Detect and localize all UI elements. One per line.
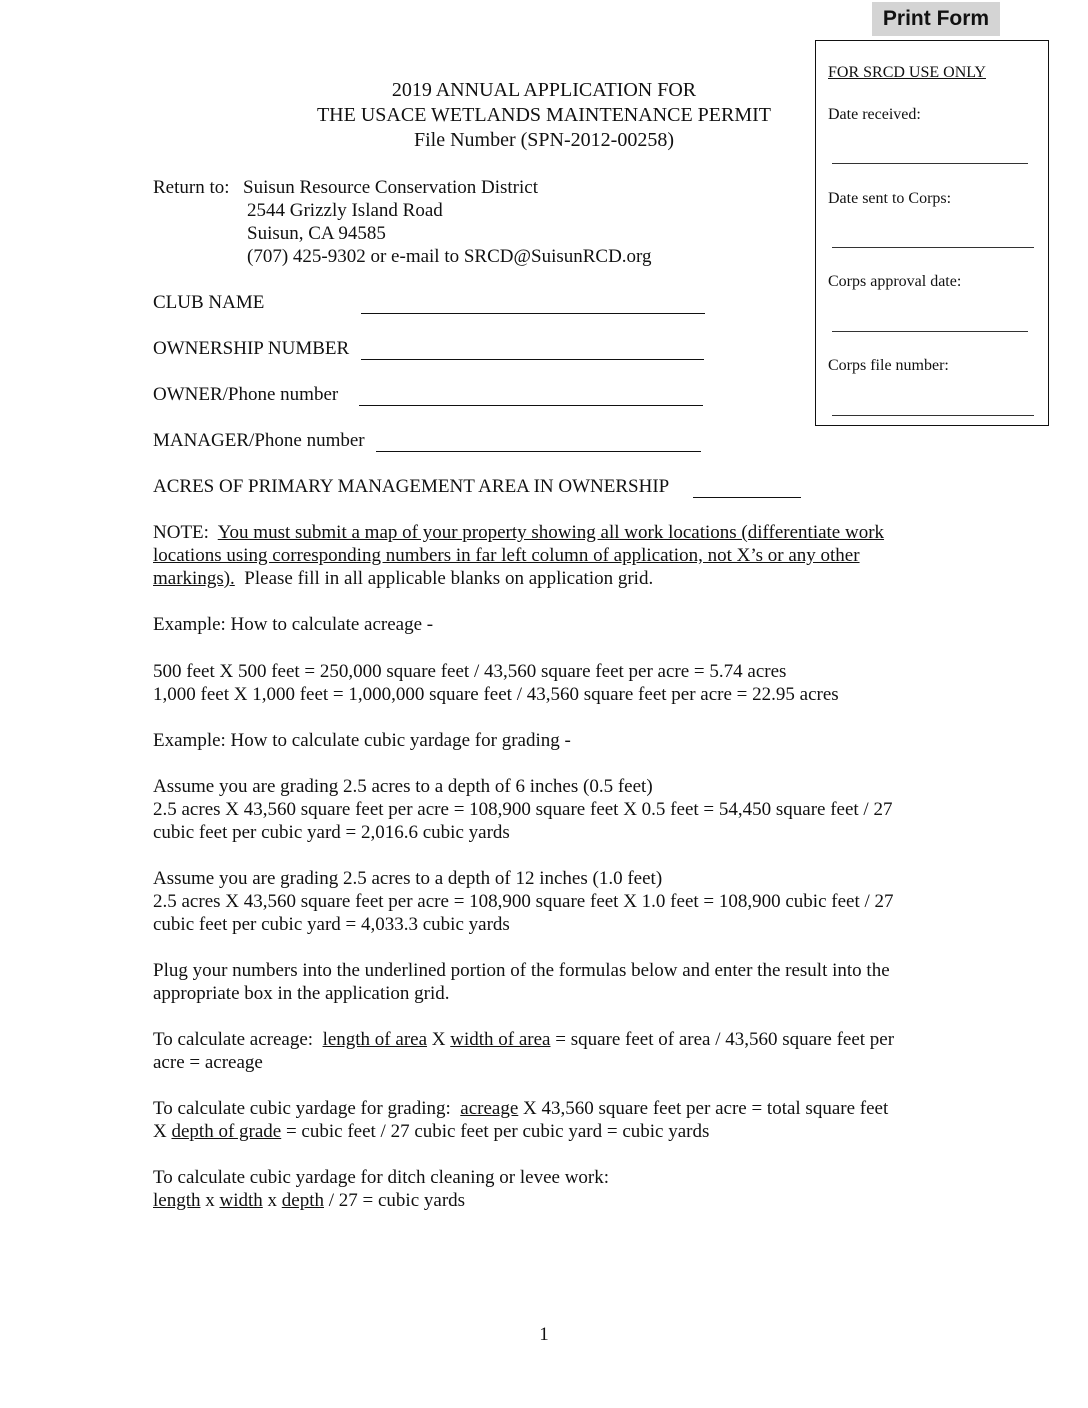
formula-ditch-length: length <box>153 1190 201 1211</box>
print-form-button[interactable]: Print Form <box>872 2 1000 36</box>
manager-phone-field[interactable] <box>376 435 701 452</box>
acres-field[interactable] <box>693 481 801 498</box>
title-line-1: 2019 ANNUAL APPLICATION FOR <box>391 79 697 101</box>
note-line-3 <box>153 567 653 590</box>
example-acreage-heading: Example: How to calculate acreage - <box>153 614 434 635</box>
srcd-box-heading: FOR SRCD USE ONLY <box>828 64 986 81</box>
formula-grading-line-1 <box>153 1097 888 1120</box>
formula-acreage-line-2: acre = acreage <box>153 1052 263 1073</box>
date-received-label: Date received: <box>828 106 921 123</box>
title-line-3: File Number (SPN-2012-00258) <box>414 129 674 151</box>
formula-grading-depth: depth of grade <box>171 1121 282 1142</box>
formula-ditch-line-2 <box>153 1189 465 1212</box>
manager-phone-label: MANAGER/Phone number <box>153 430 365 451</box>
club-name-field[interactable] <box>361 297 705 314</box>
formula-ditch-width: width <box>219 1190 263 1211</box>
formula-grading-line-2 <box>153 1120 709 1143</box>
formula-ditch-x2: x <box>267 1190 278 1211</box>
formula-ditch-rest: / 27 = cubic yards <box>328 1190 466 1211</box>
example-cubic-b2: 2.5 acres X 43,560 square feet per acre = 108,900 square feet X 1.0 feet = 108,900 cubic feet / 27 <box>153 891 894 912</box>
note-text-1: You must submit a map of your property showing all work locations (differentiate work <box>217 522 885 543</box>
example-cubic-a1: Assume you are grading 2.5 acres to a depth of 6 inches (0.5 feet) <box>153 776 653 797</box>
example-acreage-line-1: 500 feet X 500 feet = 250,000 square feet / 43,560 square feet per acre = 5.74 acres <box>153 661 787 682</box>
title-line-2: THE USACE WETLANDS MAINTENANCE PERMIT <box>316 104 772 126</box>
corps-file-number-field[interactable] <box>832 415 1034 416</box>
example-cubic-a2: 2.5 acres X 43,560 square feet per acre = 108,900 square feet X 0.5 feet = 54,450 square feet / 27 <box>153 799 893 820</box>
example-cubic-heading: Example: How to calculate cubic yardage for grading - <box>153 730 571 751</box>
return-address-line-1: Suisun Resource Conservation District <box>243 177 538 198</box>
date-received-field[interactable] <box>832 163 1028 164</box>
note-text-3-rest: Please fill in all applicable blanks on application grid. <box>244 568 654 589</box>
formula-grading-rest-2: = cubic feet / 27 cubic feet per cubic yard = cubic yards <box>285 1121 710 1142</box>
formula-acreage-line-1 <box>153 1028 894 1051</box>
note-line-2: locations using corresponding numbers in far left column of application, not X’s or any other <box>153 545 860 566</box>
ownership-number-field[interactable] <box>361 343 704 360</box>
date-sent-field[interactable] <box>832 247 1034 248</box>
example-cubic-a3: cubic feet per cubic yard = 2,016.6 cubic yards <box>153 822 510 843</box>
formula-grading-acreage: acreage <box>460 1098 519 1119</box>
page-number: 1 <box>539 1324 549 1345</box>
club-name-label: CLUB NAME <box>153 292 265 313</box>
formula-grading-prefix: To calculate cubic yardage for grading: <box>153 1098 451 1119</box>
example-acreage-line-2: 1,000 feet X 1,000 feet = 1,000,000 square feet / 43,560 square feet per acre = 22.95 acres <box>153 684 839 705</box>
return-address-line-4: (707) 425-9302 or e-mail to SRCD@SuisunRCD.org <box>247 246 652 267</box>
formula-width-of-area: width of area <box>450 1029 551 1050</box>
note-line-1 <box>153 521 884 544</box>
formula-ditch-x1: x <box>205 1190 215 1211</box>
date-sent-label: Date sent to Corps: <box>828 190 952 207</box>
example-cubic-b3: cubic feet per cubic yard = 4,033.3 cubic yards <box>153 914 510 935</box>
acres-label: ACRES OF PRIMARY MANAGEMENT AREA IN OWNERSHIP <box>153 476 670 497</box>
formula-acreage-prefix: To calculate acreage: <box>153 1029 314 1050</box>
ownership-number-label: OWNERSHIP NUMBER <box>153 338 350 359</box>
return-address-line-3: Suisun, CA 94585 <box>247 223 386 244</box>
formula-grading-rest: X 43,560 square feet per acre = total square feet <box>523 1098 889 1119</box>
formula-grading-x: X <box>153 1121 167 1142</box>
document-title <box>290 78 798 153</box>
approval-date-field[interactable] <box>832 331 1028 332</box>
corps-file-number-label: Corps file number: <box>828 357 949 374</box>
note-text-3: markings). <box>153 568 235 589</box>
example-cubic-b1: Assume you are grading 2.5 acres to a depth of 12 inches (1.0 feet) <box>153 868 663 889</box>
formula-length-of-area: length of area <box>322 1029 428 1050</box>
srcd-use-only-box <box>815 40 1049 426</box>
formula-acreage-x: X <box>431 1029 446 1050</box>
approval-date-label: Corps approval date: <box>828 273 962 290</box>
formula-acreage-rest: = square feet of area / 43,560 square feet per <box>555 1029 895 1050</box>
plug-line-1: Plug your numbers into the underlined portion of the formulas below and enter the result into the <box>153 960 890 981</box>
owner-phone-field[interactable] <box>359 389 703 406</box>
return-address-line-2: 2544 Grizzly Island Road <box>247 200 443 221</box>
plug-line-2: appropriate box in the application grid. <box>153 983 450 1004</box>
return-to-label: Return to: <box>153 177 230 198</box>
note-label: NOTE: <box>153 522 209 543</box>
formula-ditch-depth: depth <box>281 1190 324 1211</box>
owner-phone-label: OWNER/Phone number <box>153 384 339 405</box>
formula-ditch-line-1: To calculate cubic yardage for ditch cleaning or levee work: <box>153 1167 610 1188</box>
